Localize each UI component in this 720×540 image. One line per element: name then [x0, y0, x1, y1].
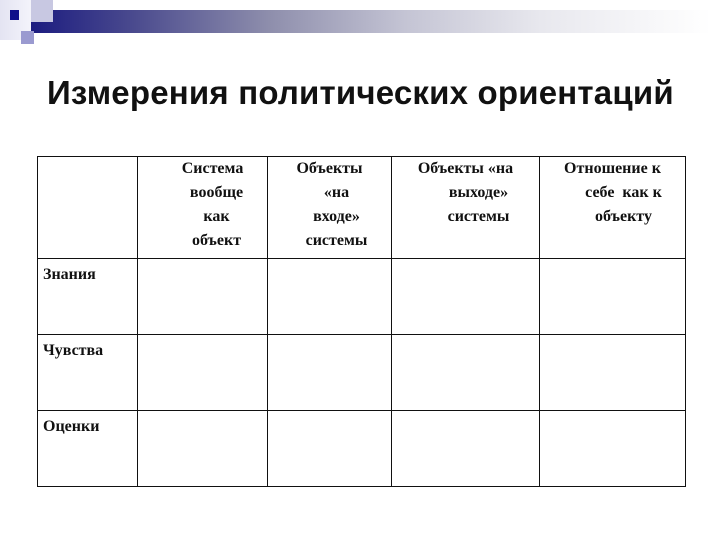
decorative-square-lavender [31, 0, 53, 22]
header-cell-inputs: Объекты «на входе» системы [268, 157, 392, 259]
row-label: Оценки [38, 411, 138, 487]
table-cell [268, 335, 392, 411]
decorative-gradient-bar [31, 10, 711, 33]
decorative-square-dark [10, 10, 19, 20]
table-cell [392, 411, 540, 487]
table-header-row [38, 157, 686, 259]
table-row-knowledge [38, 259, 686, 335]
header-cell-empty [38, 157, 138, 259]
table-cell [138, 411, 268, 487]
table-cell [392, 259, 540, 335]
table-cell [392, 335, 540, 411]
table-cell [540, 259, 686, 335]
table-row-feelings [38, 335, 686, 411]
table-cell [540, 335, 686, 411]
table-row-evaluations [38, 411, 686, 487]
table-cell [540, 411, 686, 487]
table-cell [138, 335, 268, 411]
decorative-square-mid [21, 31, 34, 44]
header-cell-self: Отношение к себе как к объекту [540, 157, 686, 259]
row-label: Знания [38, 259, 138, 335]
slide-title: Измерения политических ориентаций [47, 74, 674, 111]
table-cell [138, 259, 268, 335]
row-label: Чувства [38, 335, 138, 411]
header-cell-system: Система вообще как объект [138, 157, 268, 259]
table-cell [268, 411, 392, 487]
table-cell [268, 259, 392, 335]
orientation-table [37, 156, 686, 487]
header-cell-outputs: Объекты «на выходе» системы [392, 157, 540, 259]
